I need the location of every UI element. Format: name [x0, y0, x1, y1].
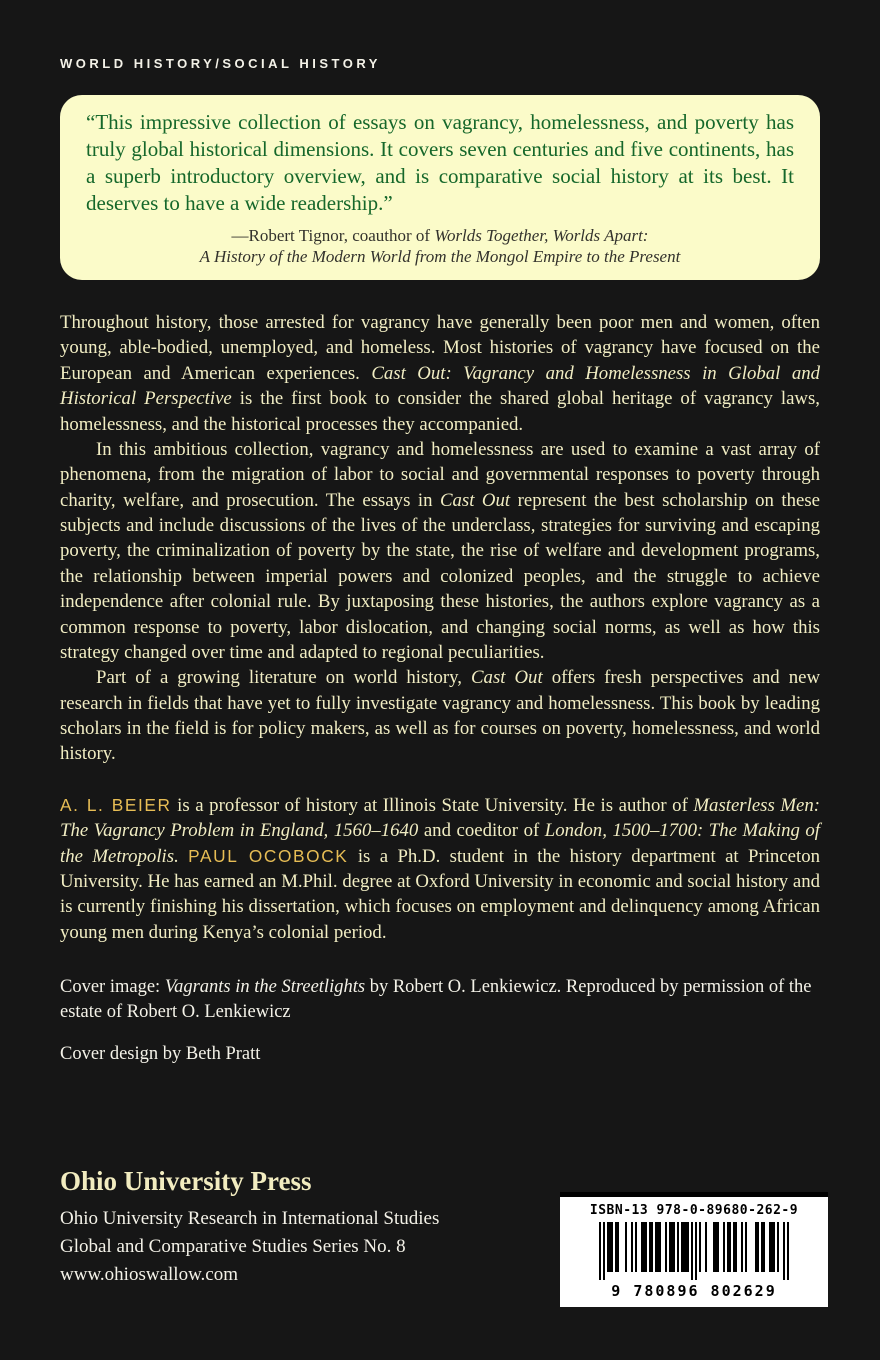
book-description	[60, 310, 820, 767]
barcode-bar	[787, 1222, 789, 1280]
praise-attribution	[86, 225, 794, 269]
category-label: WORLD HISTORY/SOCIAL HISTORY	[60, 56, 381, 71]
text-run: In this ambitious collection, vagrancy and homelessness are used to examine a vast array of phenomena, from the migration of labor to social and governmental responses to poverty through charity, welfare, and prosecution. The essays in	[60, 438, 820, 511]
cover-image-credit	[60, 975, 820, 1024]
praise-quote-text: “This impressive collection of essays on vagrancy, homelessness, and poverty has truly global historical dimensions. It covers seven centuries and five continents, has a superb introductory overview, and is comparative social history at its best. It deserves to have a wide readership.”	[86, 110, 794, 215]
barcode-box	[560, 1192, 828, 1307]
text-run: represent the best scholarship on these subjects and include discussions of the lives of the underclass, strategies for surviving and escaping poverty, the criminalization of poverty by the state, the rise of welfare and development programs, the relationship between imperial powers and colonized peoples, and the struggle to achieve independence after colonial rule. By juxtaposing these histories, the authors explore vagrancy as a common response to poverty, labor dislocation, and changing social norms, as well as how this strategy changed over time and adapted to regional peculiarities.	[60, 489, 821, 663]
publisher-name: Ohio University Press	[60, 1166, 312, 1196]
publisher-block	[60, 1166, 439, 1289]
description-paragraph-2	[60, 437, 820, 665]
text-run: PAUL OCOBOCK	[188, 845, 349, 866]
text-run: Worlds Together, Worlds Apart:	[434, 225, 649, 245]
text-run: Cast Out: Vagrancy and Homelessness in Global and Historical Perspective	[60, 362, 820, 410]
text-run: Cast Out	[439, 489, 511, 511]
author-bio	[60, 793, 820, 945]
text-run: by Robert O. Lenkiewicz. Reproduced by permission of the estate of Robert O. Lenkiewicz	[60, 977, 812, 1022]
text-run: is a Ph.D. student in the history department at Princeton University. He has earned an M.Phil. degree at Oxford University in economic and social history and is currently finishing his dissertation, which focuses on employment and delinquency among African young men during Kenya’s colonial period.	[60, 845, 820, 943]
cover-design-credit: Cover design by Beth Pratt	[60, 1044, 261, 1065]
description-paragraph-1	[60, 310, 820, 437]
publisher-website: www.ohioswallow.com	[60, 1264, 239, 1286]
text-run: Vagrants in the Streetlights	[164, 977, 366, 997]
text-run: Masterless Men: The Vagrancy Problem in England, 1560–1640	[60, 794, 820, 842]
text-run: —Robert Tignor, coauthor of	[231, 225, 435, 245]
text-run: and coeditor of	[418, 820, 545, 842]
text-run: A. L. BEIER	[60, 794, 172, 815]
text-run	[179, 846, 188, 867]
description-paragraph-3	[60, 665, 820, 767]
text-run: offers fresh perspectives and new research in fields that have yet to fully investigate vagrancy and homelessness. This book by leading scholars in the field is for policy makers, as well as for courses on poverty, homelessness, and world history.	[60, 667, 821, 765]
publisher-series-line-2: Global and Comparative Studies Series No. 8	[60, 1236, 406, 1258]
text-run: London, 1500–1700: The Making of the Metropolis.	[60, 820, 821, 867]
publisher-series-line-1: Ohio University Research in International Studies	[60, 1208, 440, 1229]
praise-quote-box	[60, 95, 820, 280]
barcode-digits: 9 780896 802629	[611, 1282, 777, 1300]
isbn-label: ISBN-13 978-0-89680-262-9	[589, 1203, 799, 1218]
text-run: is the first book to consider the shared global heritage of vagrancy laws, homelessness, and the historical processes they accompanied.	[60, 388, 820, 435]
barcode-bars	[570, 1222, 818, 1280]
text-run: is a professor of history at Illinois State University. He is author of	[171, 794, 694, 816]
text-run: Part of a growing literature on world history,	[96, 667, 472, 689]
text-run: Cast Out	[471, 667, 543, 689]
text-run: Cover image:	[60, 977, 165, 997]
text-run: Throughout history, those arrested for vagrancy have generally been poor men and women, often young, able-bodied, unemployed, and homeless. Most histories of vagrancy have focused on the European and American experiences.	[60, 312, 820, 384]
text-run: A History of the Modern World from the Mongol Empire to the Present	[199, 247, 681, 267]
